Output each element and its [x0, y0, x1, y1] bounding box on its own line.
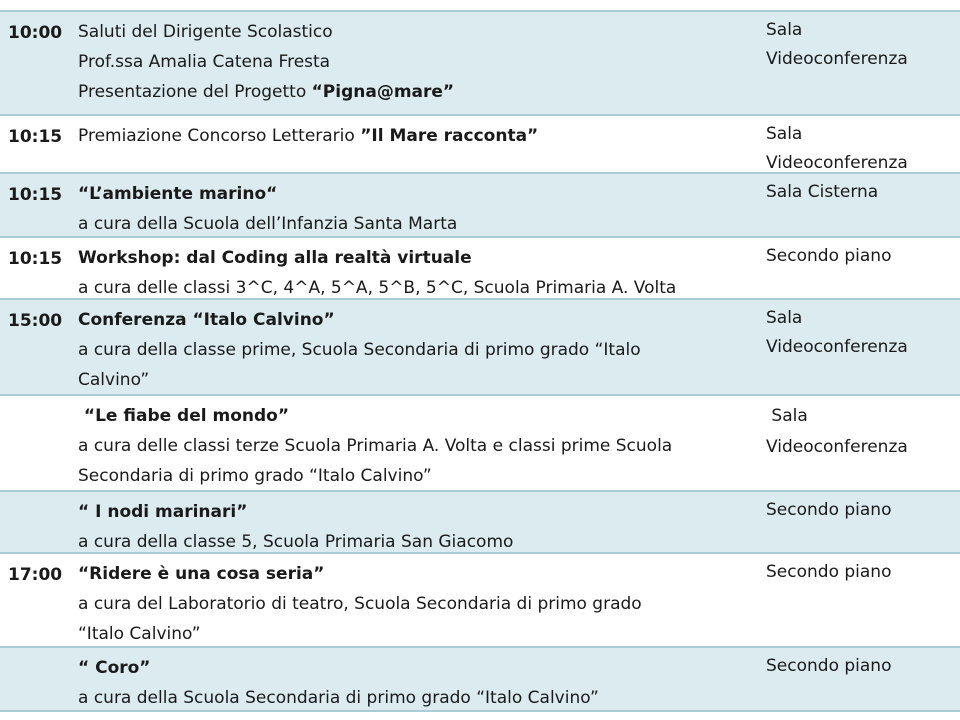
location-cell: [760, 300, 960, 394]
event-cell: [78, 116, 760, 172]
table-row: [0, 12, 960, 116]
location-text: Secondo piano: [766, 500, 892, 520]
location-text: Videoconferenza: [766, 153, 908, 173]
location-text: Sala: [766, 124, 803, 144]
event-cell: [78, 174, 760, 236]
time-cell: 10:15: [8, 185, 63, 205]
event-title: Conferenza “Italo Calvino”: [78, 310, 335, 330]
event-text: a cura del Laboratorio di teatro, Scuola Secondaria di primo grado: [78, 594, 642, 614]
event-cell: [78, 492, 760, 552]
location-cell: [760, 396, 960, 490]
location-cell: [760, 554, 960, 646]
location-cell: [760, 492, 960, 552]
location-text: Sala Cisterna: [766, 182, 879, 202]
location-text: Sala: [766, 406, 808, 426]
event-line: [78, 47, 760, 77]
event-cell: [78, 648, 760, 710]
event-text: Saluti del Dirigente Scolastico: [78, 22, 333, 42]
table-row: [0, 174, 960, 238]
event-title: “L’ambiente marino“: [78, 184, 278, 204]
time-cell: 10:15: [8, 127, 63, 147]
location-cell: [760, 12, 960, 114]
time-cell: [0, 492, 78, 552]
event-text: a cura della Scuola dell’Infanzia Santa Marta: [78, 214, 458, 234]
table-row: [0, 238, 960, 300]
event-text: a cura della classe prime, Scuola Secondaria di primo grado “Italo: [78, 340, 641, 360]
table-row: [0, 396, 960, 492]
event-text: Premiazione Concorso Letterario: [78, 126, 361, 146]
event-text: a cura delle classi 3^C, 4^A, 5^A, 5^B, 5^C, Scuola Primaria A. Volta: [78, 278, 677, 298]
location-cell: [760, 648, 960, 710]
location-text: Videoconferenza: [766, 437, 908, 457]
event-title: “ I nodi marinari”: [78, 502, 248, 522]
event-text: a cura della classe 5, Scuola Primaria San Giacomo: [78, 532, 514, 552]
location-text: Videoconferenza: [766, 49, 908, 69]
event-title: “Pigna@mare”: [311, 82, 455, 102]
location-text: Secondo piano: [766, 656, 892, 676]
event-cell: [78, 12, 760, 114]
event-text: a cura della Scuola Secondaria di primo grado “Italo Calvino”: [78, 688, 599, 708]
event-line: [78, 77, 760, 107]
time-cell: 15:00: [8, 311, 63, 331]
table-row: [0, 648, 960, 712]
event-title: Workshop: dal Coding alla realtà virtuale: [78, 248, 472, 268]
event-cell: [78, 238, 760, 298]
event-line: [78, 17, 760, 47]
event-text: Presentazione del Progetto: [78, 82, 312, 102]
location-text: Videoconferenza: [766, 337, 908, 357]
event-title: “Le fiabe del mondo”: [78, 406, 290, 426]
location-cell: [760, 238, 960, 298]
event-text: Prof.ssa Amalia Catena Fresta: [78, 52, 331, 72]
location-text: Secondo piano: [766, 562, 892, 582]
event-text: a cura delle classi terze Scuola Primaria A. Volta e classi prime Scuola: [78, 436, 673, 456]
location-text: Secondo piano: [766, 246, 892, 266]
table-row: [0, 554, 960, 648]
event-cell: [78, 300, 760, 394]
table-row: [0, 492, 960, 554]
schedule-table: [0, 10, 960, 712]
event-title: “Ridere è una cosa seria”: [78, 564, 325, 584]
time-cell: [0, 396, 78, 490]
event-title: “ Coro”: [78, 658, 151, 678]
event-title: ”Il Mare racconta”: [360, 126, 539, 146]
table-row: [0, 300, 960, 396]
location-text: Sala: [766, 20, 803, 40]
time-cell: 17:00: [8, 565, 63, 585]
event-text: “Italo Calvino”: [78, 624, 201, 644]
table-row: [0, 116, 960, 174]
event-text: Secondaria di primo grado “Italo Calvino”: [78, 466, 432, 486]
time-cell: 10:15: [8, 249, 63, 269]
time-cell: [0, 648, 78, 710]
event-cell: [78, 396, 760, 490]
location-cell: [760, 116, 960, 172]
location-cell: [760, 174, 960, 236]
location-text: Sala: [766, 308, 803, 328]
time-cell: 10:00: [8, 23, 63, 43]
event-cell: [78, 554, 760, 646]
event-text: Calvino”: [78, 370, 150, 390]
event-line: [78, 121, 760, 151]
